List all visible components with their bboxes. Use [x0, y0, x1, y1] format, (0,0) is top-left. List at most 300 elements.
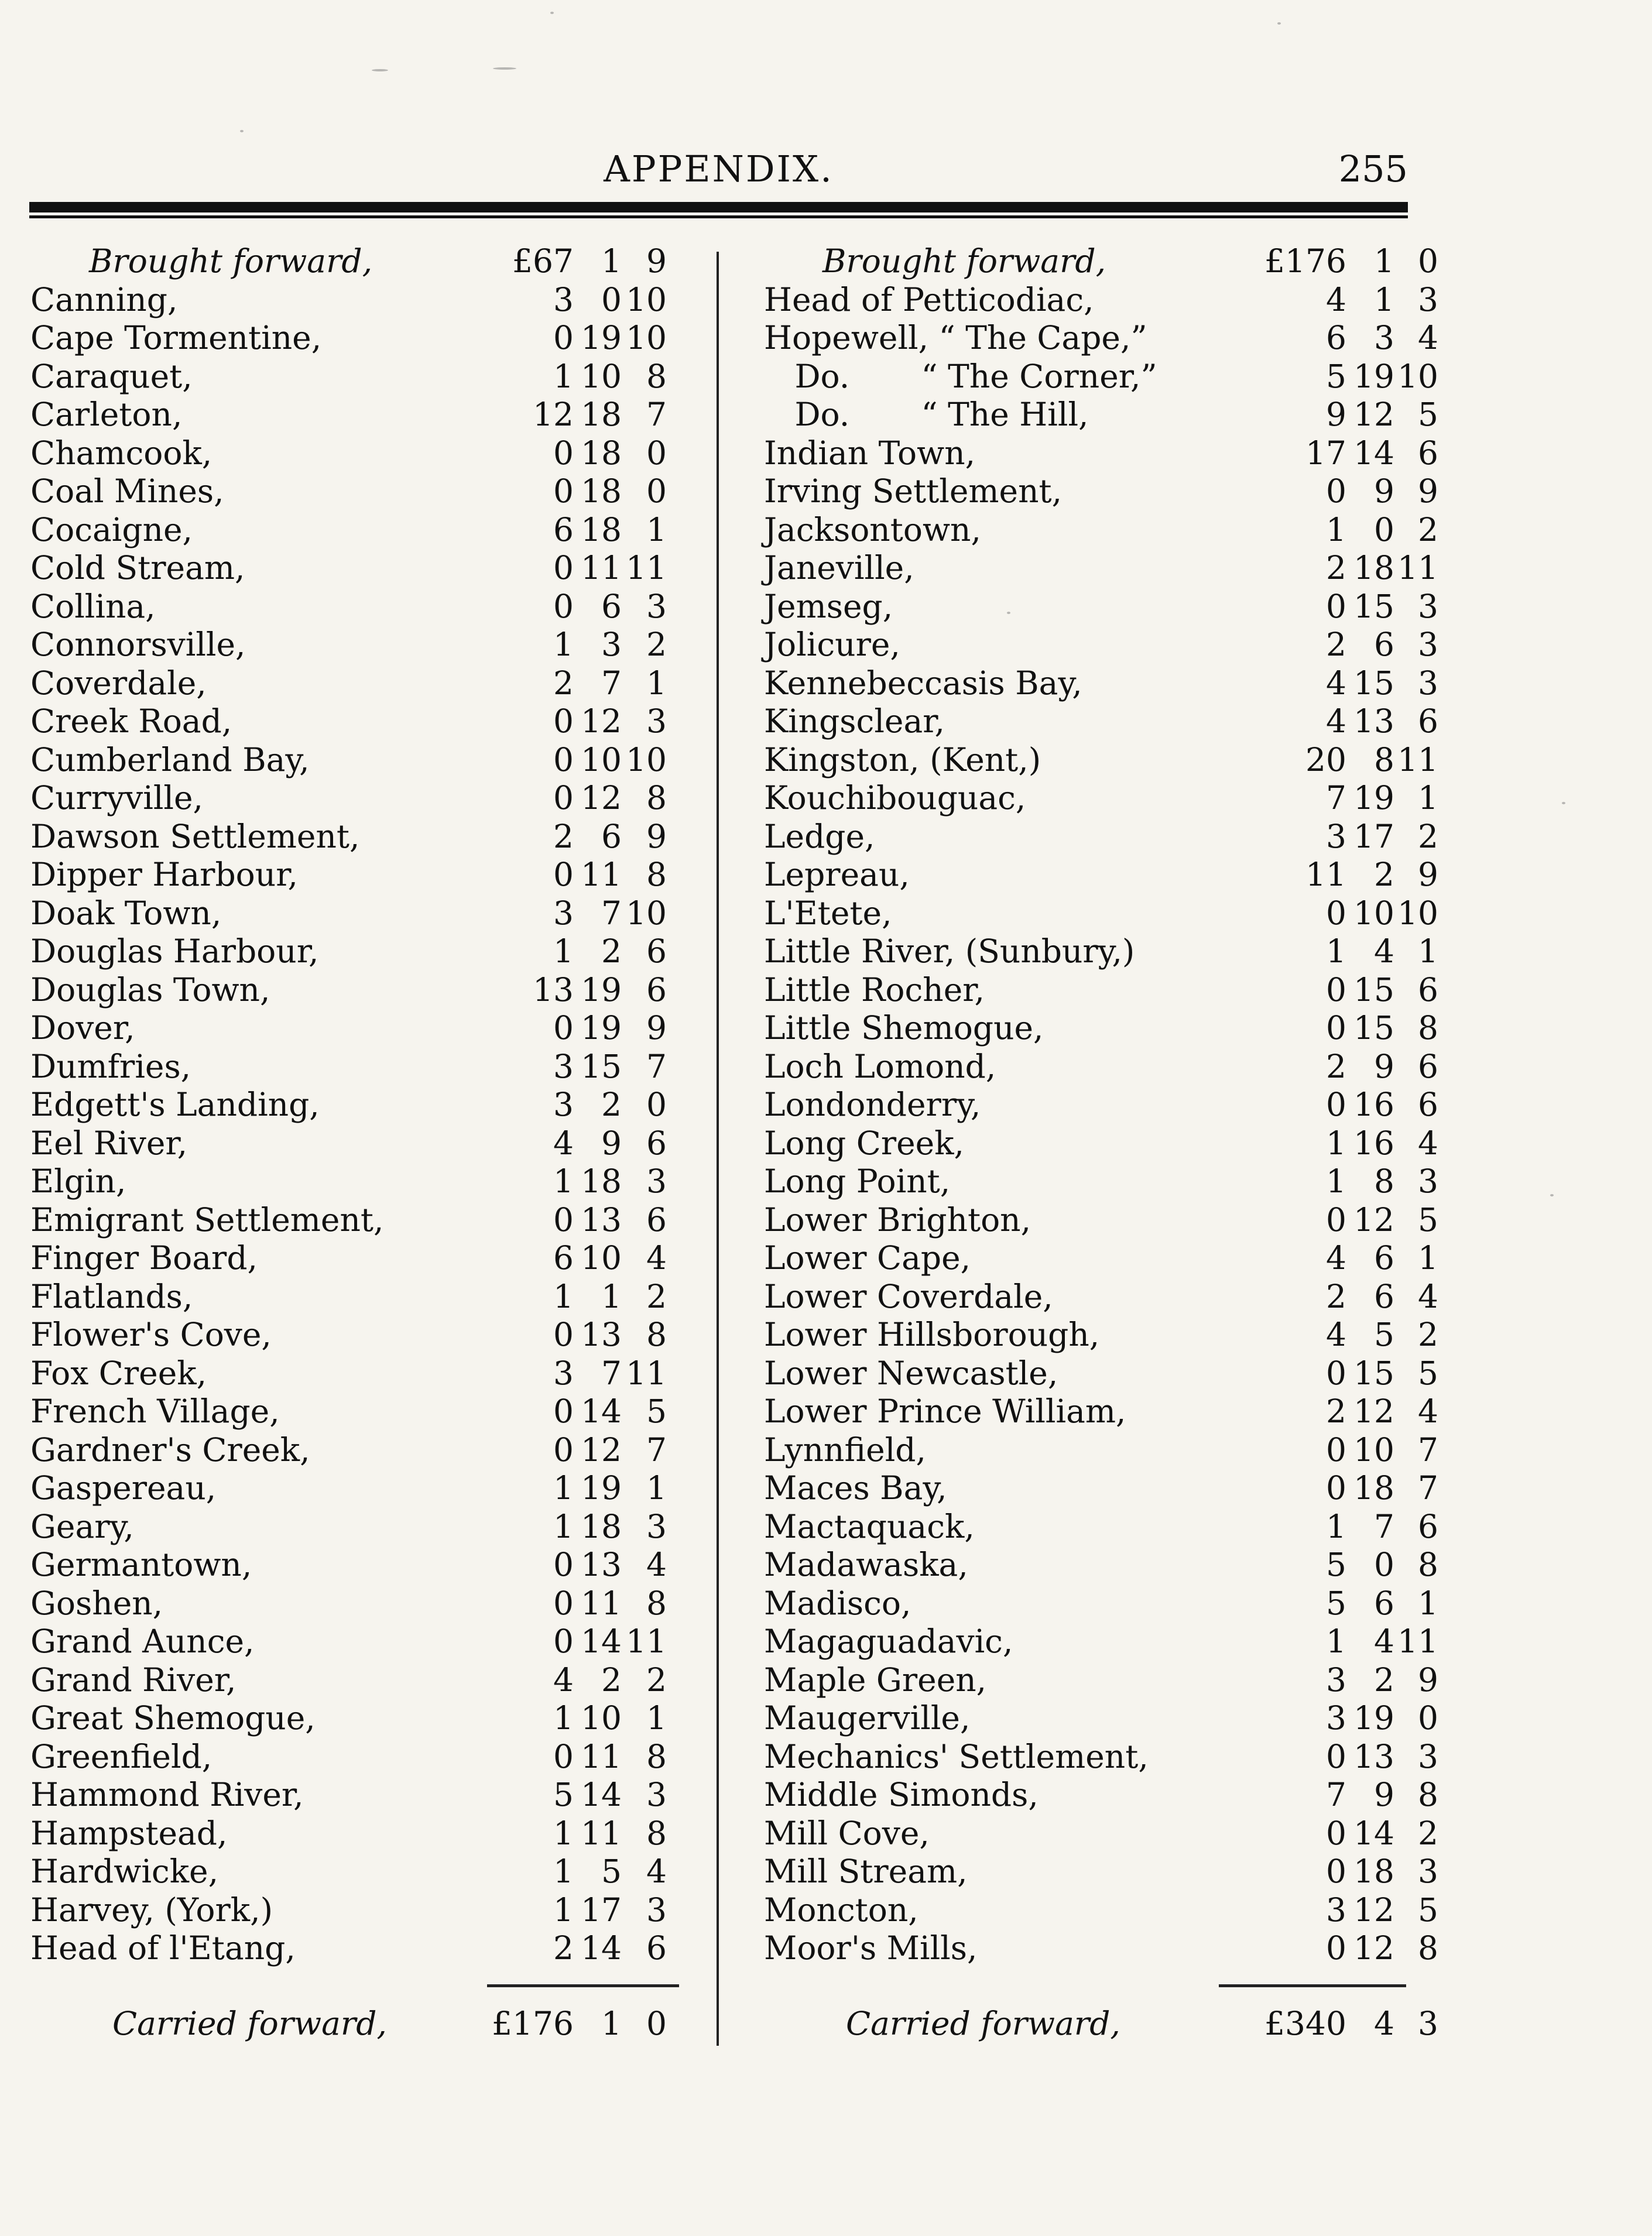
place-name: Caraquet,	[30, 357, 193, 395]
amount-pounds: 1	[1326, 1507, 1346, 1545]
amount-pence: 6	[1418, 1047, 1438, 1085]
page-header	[29, 148, 1408, 194]
amount-pence: 6	[1418, 1507, 1438, 1545]
amount-shillings: 11	[581, 856, 622, 893]
amount-pence: 1	[646, 664, 667, 702]
carried-forward-label: Carried forward,	[846, 2005, 1120, 2042]
place-name: Jemseg,	[764, 587, 893, 625]
print-speck	[372, 69, 388, 71]
amount-pence: 5	[1418, 396, 1438, 433]
print-speck	[240, 130, 244, 132]
amount-pounds: 3	[1326, 1699, 1346, 1737]
amount-shillings: 0	[601, 280, 622, 318]
table-row	[30, 664, 710, 703]
amount-shillings: 19	[1353, 779, 1394, 817]
place-name: Lepreau,	[764, 856, 910, 893]
amount-shillings: 18	[1353, 1853, 1394, 1890]
amount-pence: 1	[1418, 779, 1438, 817]
amount-shillings: 19	[581, 970, 622, 1009]
table-row	[30, 1853, 710, 1891]
amount-pounds: 0	[553, 587, 574, 625]
amount-pounds: 0	[1326, 1469, 1346, 1507]
table-row	[764, 1393, 1443, 1431]
amount-pounds: 1	[1326, 1623, 1346, 1660]
amount-pounds: 1	[1326, 932, 1346, 970]
amount-pence: 3	[1418, 1737, 1438, 1775]
table-row	[764, 1699, 1443, 1738]
table-row	[30, 818, 710, 856]
table-row	[30, 1431, 710, 1470]
print-speck	[1562, 802, 1565, 804]
amount-shillings: 10	[581, 1239, 622, 1277]
place-name: Mechanics' Settlement,	[764, 1737, 1149, 1775]
amount-pence: 1	[1418, 932, 1438, 970]
amount-shillings: 1	[601, 2005, 622, 2042]
amount-shillings: 12	[581, 779, 622, 817]
place-name: Moncton,	[764, 1891, 918, 1929]
table-row	[30, 856, 710, 894]
amount-pounds: £67	[512, 242, 574, 280]
amount-shillings: 15	[1353, 587, 1394, 625]
amount-pence: 10	[626, 280, 667, 318]
place-name: Doak Town,	[30, 894, 222, 932]
amount-pence: 3	[646, 1891, 667, 1929]
table-row	[30, 1585, 710, 1623]
amount-pounds: £176	[492, 2005, 574, 2042]
place-name: Loch Lomond,	[764, 1047, 996, 1085]
table-row	[764, 1738, 1443, 1777]
place-name: Cocaigne,	[30, 510, 193, 548]
place-name: Grand River,	[30, 1661, 237, 1699]
amount-pounds: 9	[1326, 396, 1346, 433]
table-row	[30, 1699, 710, 1738]
amount-pounds: 0	[553, 319, 574, 356]
table-row	[30, 396, 710, 434]
place-name: Collina,	[30, 587, 156, 625]
amount-pence: 9	[646, 242, 667, 280]
amount-pounds: 1	[553, 1891, 574, 1929]
amount-pounds: 0	[1326, 1201, 1346, 1239]
amount-pence: 1	[1418, 1239, 1438, 1277]
place-name: Jolicure,	[764, 626, 900, 663]
place-name: Lower Newcastle,	[764, 1354, 1058, 1392]
table-row	[764, 1508, 1443, 1546]
amount-shillings: 19	[1353, 357, 1394, 395]
table-row	[764, 1546, 1443, 1585]
table-row	[764, 932, 1443, 971]
amount-pounds: 0	[553, 549, 574, 587]
amount-shillings: 9	[1374, 472, 1394, 510]
amount-shillings: 12	[581, 1431, 622, 1469]
place-name: Do. “ The Corner,”	[764, 357, 1157, 395]
amount-pence: 7	[1418, 1469, 1438, 1507]
amount-pounds: 3	[553, 1047, 574, 1085]
table-row	[30, 1162, 710, 1201]
amount-shillings: 18	[581, 1507, 622, 1545]
amount-pence: 1	[646, 1469, 667, 1507]
place-name: Hammond River,	[30, 1776, 304, 1813]
brought-forward-row	[764, 242, 1443, 281]
amount-pounds: 4	[553, 1661, 574, 1699]
place-name: Gardner's Creek,	[30, 1431, 310, 1469]
table-row	[764, 1316, 1443, 1354]
amount-shillings: 15	[1353, 1009, 1394, 1047]
place-name: Greenfield,	[30, 1737, 213, 1775]
amount-shillings: 10	[581, 740, 622, 779]
place-name: L'Etete,	[764, 894, 892, 932]
place-name: Maces Bay,	[764, 1469, 947, 1507]
amount-pounds: 3	[553, 894, 574, 932]
table-row	[764, 1201, 1443, 1240]
place-name: Cumberland Bay,	[30, 740, 310, 779]
place-name: Kennebeccasis Bay,	[764, 664, 1082, 702]
amount-pounds: 0	[553, 740, 574, 779]
table-row	[764, 664, 1443, 703]
amount-pounds: 0	[553, 1009, 574, 1047]
table-row	[30, 1546, 710, 1585]
amount-shillings: 18	[581, 1162, 622, 1200]
table-row	[30, 1929, 710, 1968]
table-row	[30, 472, 710, 511]
amount-pounds: £176	[1264, 242, 1346, 280]
amount-pounds: 2	[1326, 549, 1346, 587]
amount-shillings: 7	[1374, 1507, 1394, 1545]
place-name: Dipper Harbour,	[30, 856, 298, 893]
place-name: Canning,	[30, 280, 178, 318]
table-row	[30, 1508, 710, 1546]
amount-pence: 6	[646, 970, 667, 1009]
table-row	[764, 856, 1443, 894]
amount-shillings: 18	[581, 434, 622, 472]
place-name: Middle Simonds,	[764, 1776, 1039, 1813]
place-name: Emigrant Settlement,	[30, 1201, 384, 1239]
amount-pounds: 2	[1326, 626, 1346, 663]
table-row	[30, 1239, 710, 1278]
total-rule	[487, 1984, 679, 1987]
amount-pence: 10	[626, 319, 667, 356]
place-name: Germantown,	[30, 1546, 252, 1583]
amount-pounds: 0	[1326, 1086, 1346, 1123]
table-row	[764, 588, 1443, 626]
amount-pounds: 2	[1326, 1277, 1346, 1315]
amount-shillings: 12	[1353, 1393, 1394, 1430]
place-name: Curryville,	[30, 779, 204, 817]
amount-shillings: 10	[581, 1699, 622, 1737]
amount-pounds: 1	[1326, 1162, 1346, 1200]
amount-shillings: 15	[1353, 970, 1394, 1009]
place-name: Kouchibouguac,	[764, 779, 1026, 817]
amount-pounds: 1	[553, 626, 574, 663]
amount-pounds: 1	[553, 1162, 574, 1200]
amount-shillings: 12	[1353, 1201, 1394, 1239]
place-name: Flatlands,	[30, 1277, 193, 1315]
amount-shillings: 8	[1374, 740, 1394, 779]
place-name: Douglas Town,	[30, 970, 270, 1009]
amount-shillings: 19	[581, 1469, 622, 1507]
amount-shillings: 18	[581, 472, 622, 510]
place-name: Lower Cape,	[764, 1239, 971, 1277]
place-name: Irving Settlement,	[764, 472, 1063, 510]
amount-pounds: 0	[553, 1584, 574, 1622]
amount-pounds: 3	[1326, 1661, 1346, 1699]
table-row	[30, 1048, 710, 1086]
place-name: Little River, (Sunbury,)	[764, 932, 1135, 970]
amount-pounds: 3	[553, 280, 574, 318]
page-title: APPENDIX.	[604, 148, 834, 190]
amount-pounds: 0	[1326, 1814, 1346, 1852]
table-row	[30, 1354, 710, 1393]
amount-shillings: 13	[1353, 1737, 1394, 1775]
amount-shillings: 16	[1353, 1086, 1394, 1123]
place-name: Grand Aunce,	[30, 1623, 255, 1660]
amount-pounds: 0	[1326, 1009, 1346, 1047]
amount-pounds: 0	[1326, 1354, 1346, 1392]
amount-shillings: 1	[1374, 242, 1394, 280]
amount-shillings: 1	[1374, 280, 1394, 318]
amount-shillings: 1	[601, 1277, 622, 1315]
amount-pounds: 0	[553, 856, 574, 893]
amount-shillings: 10	[1353, 1431, 1394, 1469]
amount-shillings: 14	[1353, 434, 1394, 472]
place-name: Cold Stream,	[30, 549, 245, 587]
print-speck	[550, 12, 554, 14]
place-name: Coal Mines,	[30, 472, 224, 510]
print-speck	[493, 67, 516, 70]
amount-shillings: 12	[1353, 1929, 1394, 1967]
place-name: Harvey, (York,)	[30, 1891, 273, 1929]
amount-pence: 2	[646, 1661, 667, 1699]
place-name: Hampstead,	[30, 1814, 228, 1852]
table-row	[30, 588, 710, 626]
place-name: Maple Green,	[764, 1661, 987, 1699]
amount-pence: 2	[1418, 1316, 1438, 1353]
amount-pence: 8	[646, 856, 667, 893]
amount-pounds: 1	[553, 932, 574, 970]
amount-pence: 6	[1418, 970, 1438, 1009]
amount-pounds: 0	[553, 1431, 574, 1469]
print-speck	[1550, 1194, 1554, 1196]
table-row	[764, 358, 1443, 396]
amount-pence: 0	[646, 1086, 667, 1123]
amount-shillings: 14	[581, 1929, 622, 1967]
amount-pounds: 4	[553, 1124, 574, 1162]
amount-pence: 8	[646, 1814, 667, 1852]
amount-pence: 8	[646, 357, 667, 395]
amount-pence: 8	[1418, 1929, 1438, 1967]
amount-pence: 8	[1418, 1546, 1438, 1583]
table-row	[764, 1354, 1443, 1393]
page-number: 255	[1338, 148, 1408, 190]
table-row	[30, 1661, 710, 1700]
brought-forward-label: Brought forward,	[822, 242, 1106, 280]
amount-shillings: 12	[581, 702, 622, 740]
table-row	[764, 894, 1443, 933]
amount-pence: 5	[1418, 1201, 1438, 1239]
table-row	[764, 1929, 1443, 1968]
table-row	[30, 1469, 710, 1508]
place-name: Jacksontown,	[764, 510, 981, 548]
amount-pence: 6	[646, 1124, 667, 1162]
table-row	[764, 319, 1443, 358]
table-row	[30, 1009, 710, 1048]
table-row	[764, 511, 1443, 550]
amount-shillings: 12	[1353, 1891, 1394, 1929]
place-name: Head of Petticodiac,	[764, 280, 1094, 318]
table-row	[30, 511, 710, 550]
place-name: Mill Cove,	[764, 1814, 930, 1852]
amount-pence: 4	[646, 1853, 667, 1890]
amount-pence: 6	[1418, 702, 1438, 740]
amount-pence: 3	[1418, 626, 1438, 663]
place-name: Janeville,	[764, 549, 914, 587]
amount-shillings: 15	[1353, 1354, 1394, 1392]
amount-pounds: 6	[1326, 319, 1346, 356]
amount-shillings: 10	[581, 357, 622, 395]
table-row	[764, 1469, 1443, 1508]
amount-pounds: 0	[553, 1623, 574, 1660]
brought-forward-row	[30, 242, 710, 281]
amount-pounds: 3	[1326, 817, 1346, 855]
amount-shillings: 12	[1353, 396, 1394, 433]
amount-pounds: 12	[533, 396, 574, 433]
place-name: Do. “ The Hill,	[764, 396, 1089, 433]
place-name: Madawaska,	[764, 1546, 968, 1583]
table-row	[764, 1278, 1443, 1316]
amount-shillings: 13	[581, 1546, 622, 1583]
amount-pence: 0	[1418, 1699, 1438, 1737]
amount-shillings: 4	[1374, 932, 1394, 970]
place-name: Goshen,	[30, 1584, 163, 1622]
place-name: Little Rocher,	[764, 970, 985, 1009]
amount-pence: 2	[1418, 510, 1438, 548]
table-row	[30, 1393, 710, 1431]
amount-shillings: 5	[1374, 1316, 1394, 1353]
place-name: Ledge,	[764, 817, 875, 855]
amount-pounds: 3	[553, 1086, 574, 1123]
amount-pounds: 0	[1326, 894, 1346, 932]
brought-forward-label: Brought forward,	[89, 242, 373, 280]
amount-pence: 3	[646, 587, 667, 625]
amount-pounds: 5	[553, 1776, 574, 1813]
amount-shillings: 2	[1374, 856, 1394, 893]
amount-pence: 1	[646, 1699, 667, 1737]
amount-shillings: 6	[1374, 626, 1394, 663]
table-row	[764, 1891, 1443, 1930]
place-name: Indian Town,	[764, 434, 976, 472]
amount-pounds: 0	[553, 472, 574, 510]
amount-shillings: 0	[1374, 1546, 1394, 1583]
amount-pence: 10	[626, 740, 667, 779]
place-name: Eel River,	[30, 1124, 188, 1162]
table-row	[764, 1048, 1443, 1086]
table-row	[764, 1431, 1443, 1470]
amount-pounds: 5	[1326, 1546, 1346, 1583]
carried-forward-row	[764, 2005, 1443, 2046]
amount-pounds: 4	[1326, 702, 1346, 740]
amount-pence: 5	[1418, 1354, 1438, 1392]
place-name: Elgin,	[30, 1162, 126, 1200]
amount-pence: 2	[1418, 817, 1438, 855]
amount-pence: 3	[646, 1507, 667, 1545]
place-name: Long Point,	[764, 1162, 951, 1200]
amount-pence: 10	[1397, 357, 1438, 395]
amount-pence: 9	[1418, 1661, 1438, 1699]
amount-pounds: 2	[1326, 1047, 1346, 1085]
amount-shillings: 4	[1374, 1623, 1394, 1660]
amount-pence: 0	[1418, 242, 1438, 280]
amount-pence: 7	[646, 396, 667, 433]
place-name: Mactaquack,	[764, 1507, 975, 1545]
amount-pounds: 1	[1326, 1124, 1346, 1162]
amount-shillings: 4	[1374, 2005, 1394, 2042]
amount-shillings: 9	[601, 1124, 622, 1162]
amount-pence: 0	[646, 472, 667, 510]
amount-pounds: 0	[1326, 1929, 1346, 1967]
place-name: Great Shemogue,	[30, 1699, 316, 1737]
amount-pounds: 2	[553, 817, 574, 855]
amount-pence: 8	[1418, 1009, 1438, 1047]
place-name: Lower Brighton,	[764, 1201, 1031, 1239]
place-name: Head of l'Etang,	[30, 1929, 296, 1967]
amount-pounds: 1	[553, 1507, 574, 1545]
amount-shillings: 19	[581, 319, 622, 356]
amount-pence: 11	[1397, 1623, 1438, 1660]
amount-pence: 8	[1418, 1776, 1438, 1813]
place-name: Hopewell, “ The Cape,”	[764, 319, 1147, 356]
place-name: Kingston, (Kent,)	[764, 740, 1041, 779]
place-name: Londonderry,	[764, 1086, 981, 1123]
amount-pounds: 2	[1326, 1393, 1346, 1430]
place-name: Madisco,	[764, 1584, 911, 1622]
place-name: Kingsclear,	[764, 702, 945, 740]
table-row	[30, 779, 710, 818]
place-name: Edgett's Landing,	[30, 1086, 320, 1123]
amount-pence: 4	[646, 1546, 667, 1583]
amount-pence: 3	[1418, 2005, 1438, 2042]
amount-pounds: 1	[553, 1853, 574, 1890]
place-name: Creek Road,	[30, 702, 232, 740]
amount-pounds: 1	[553, 1814, 574, 1852]
amount-pounds: 0	[553, 1393, 574, 1430]
amount-pence: 7	[646, 1431, 667, 1469]
amount-shillings: 18	[581, 396, 622, 433]
amount-shillings: 1	[601, 242, 622, 280]
header-rule-thin	[29, 215, 1408, 218]
amount-pence: 3	[1418, 664, 1438, 702]
table-row	[764, 1815, 1443, 1853]
amount-shillings: 7	[601, 664, 622, 702]
table-row	[30, 894, 710, 933]
amount-pounds: 0	[553, 702, 574, 740]
table-row	[764, 741, 1443, 780]
amount-shillings: 13	[581, 1201, 622, 1239]
amount-pounds: 0	[1326, 472, 1346, 510]
amount-pence: 3	[1418, 1853, 1438, 1890]
table-row	[30, 626, 710, 664]
table-row	[764, 1661, 1443, 1700]
amount-shillings: 15	[581, 1047, 622, 1085]
table-row	[764, 626, 1443, 664]
place-name: Geary,	[30, 1507, 134, 1545]
amount-pence: 11	[1397, 549, 1438, 587]
amount-shillings: 14	[1353, 1814, 1394, 1852]
table-row	[30, 1623, 710, 1661]
table-row	[30, 1738, 710, 1777]
amount-pence: 7	[646, 1047, 667, 1085]
amount-shillings: 11	[581, 1737, 622, 1775]
table-row	[764, 702, 1443, 741]
place-name: Dover,	[30, 1009, 135, 1047]
